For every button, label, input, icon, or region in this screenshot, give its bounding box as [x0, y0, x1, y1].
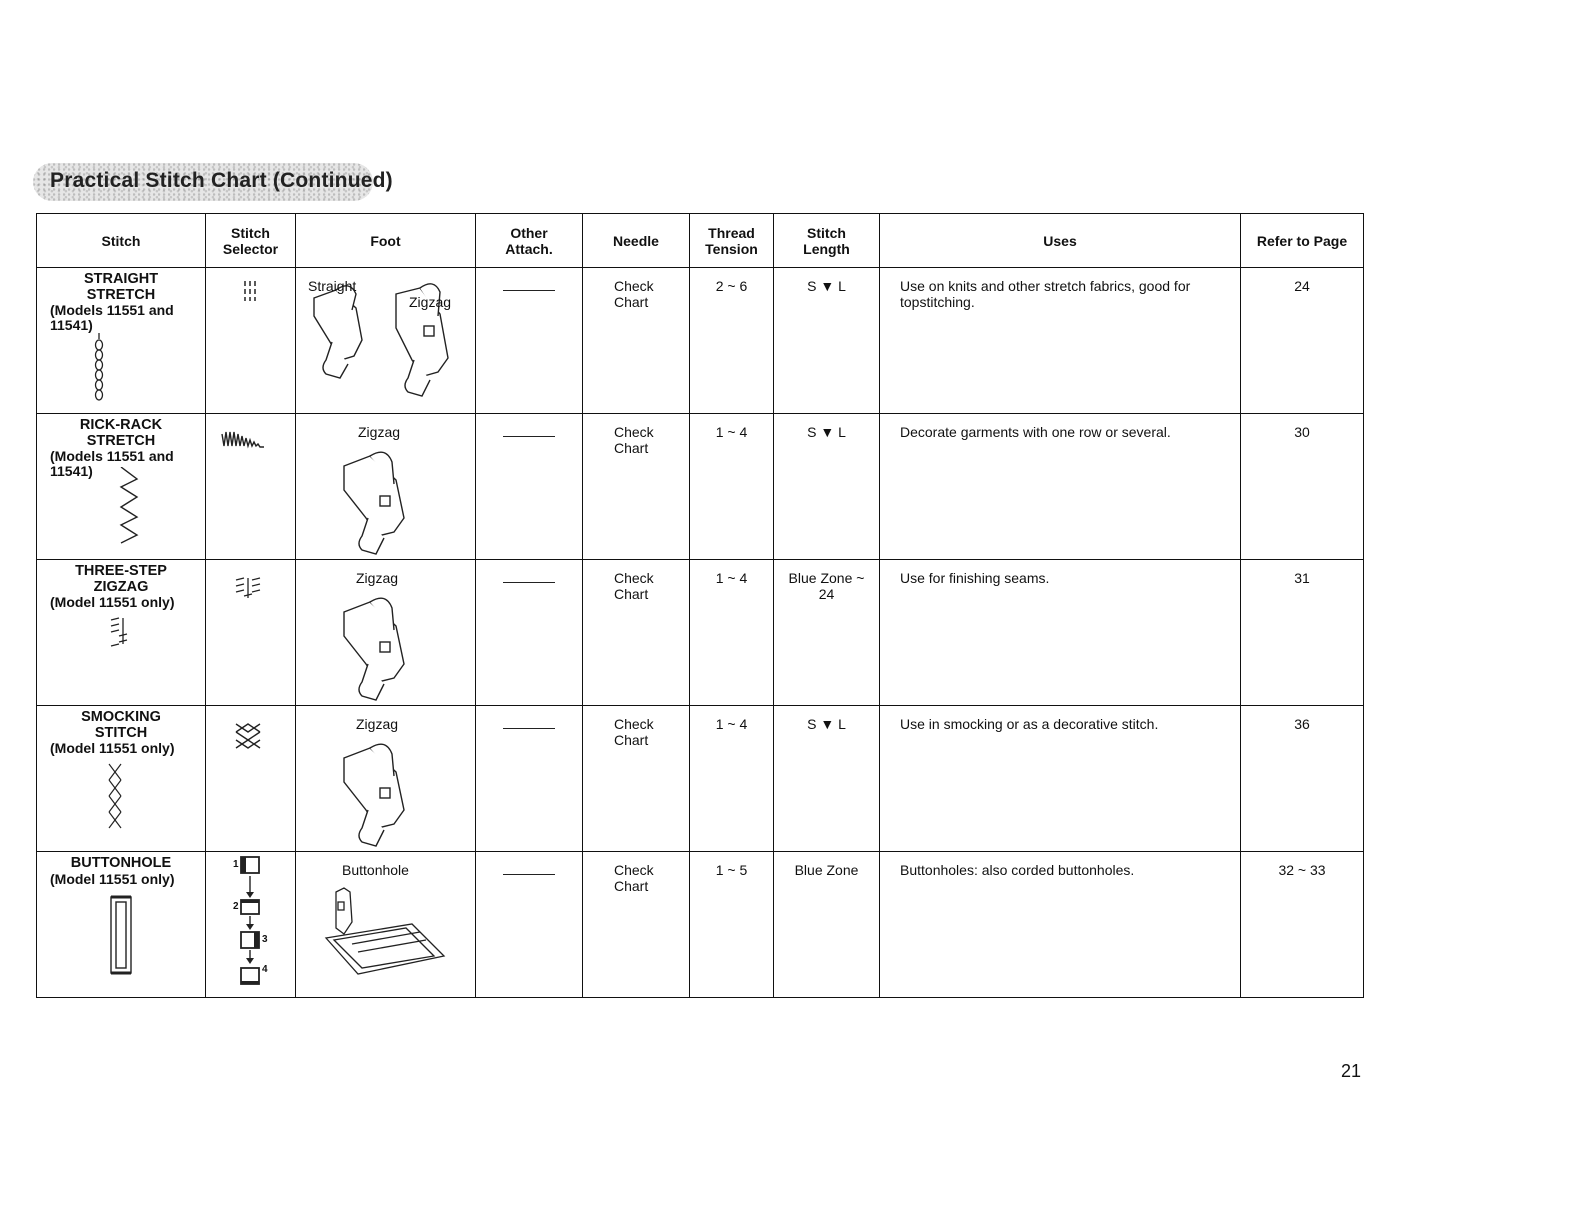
step-label-4: 4 — [262, 964, 268, 975]
needle-value: Check Chart — [614, 424, 654, 456]
uses-cell — [880, 852, 1241, 998]
header-foot: Foot — [296, 214, 476, 268]
needle-cell — [583, 560, 690, 706]
none-dash — [503, 874, 555, 875]
needle-value: Check Chart — [614, 278, 654, 310]
tension-cell — [690, 560, 774, 706]
straight-stretch-stitch-icon — [79, 333, 119, 403]
refer-page-value: 24 — [1294, 278, 1310, 294]
stitch-length-value: S ▼ L — [807, 278, 846, 294]
selector-cell — [206, 560, 296, 706]
length-cell — [774, 706, 880, 852]
page-cell — [1241, 560, 1364, 706]
foot-label-zigzag: Zigzag — [356, 570, 399, 586]
triple-stitch-selector-icon — [206, 268, 296, 308]
foot-label-zigzag: Zigzag — [358, 424, 401, 440]
stitch-models: (Models 11551 and 11541) — [50, 302, 174, 333]
stitch-name: THREE-STEP ZIGZAG — [75, 563, 167, 595]
foot-label-zigzag: Zigzag — [409, 294, 452, 310]
table-row — [37, 560, 1364, 706]
tension-value: 1 ~ 4 — [715, 424, 748, 440]
needle-value: Check Chart — [614, 862, 654, 894]
stitch-models: (Models 11551 and 11541) — [50, 448, 174, 479]
needle-cell — [583, 414, 690, 560]
stitch-length-value: Blue Zone — [794, 862, 859, 878]
stitch-length-value: S ▼ L — [807, 424, 846, 440]
table-row — [37, 852, 1364, 998]
header-stitch: Stitch — [37, 214, 206, 268]
tension-cell — [690, 852, 774, 998]
buttonhole-stitch-icon — [101, 893, 161, 983]
length-cell — [774, 852, 880, 998]
page-cell — [1241, 852, 1364, 998]
stitch-name: RICK-RACK STRETCH — [79, 417, 163, 449]
refer-page-value: 32 ~ 33 — [1278, 862, 1326, 878]
tension-cell — [690, 706, 774, 852]
stitch-cell — [37, 560, 206, 706]
foot-label-buttonhole: Buttonhole — [342, 862, 409, 878]
stitch-cell — [37, 852, 206, 998]
selector-cell — [206, 268, 296, 414]
uses-text: Buttonholes: also corded buttonholes. — [900, 862, 1135, 878]
smocking-stitch-icon — [93, 760, 153, 840]
none-dash — [503, 728, 555, 729]
header-stitch-length-label: Stitch Length — [803, 224, 850, 257]
tension-cell — [690, 414, 774, 560]
tension-value: 2 ~ 6 — [715, 278, 748, 294]
header-row — [37, 214, 1364, 268]
header-thread-tension-label: Thread Tension — [705, 224, 758, 257]
other-attach-cell — [476, 268, 583, 414]
three-step-zigzag-stitch-icon — [97, 614, 157, 654]
selector-cell — [206, 706, 296, 852]
stitch-name: SMOCKING STITCH — [81, 709, 161, 741]
uses-text: Use for finishing seams. — [900, 570, 1050, 586]
stitch-length-value: S ▼ L — [807, 716, 846, 732]
header-other-attach-label: Other Attach. — [505, 224, 553, 257]
foot-cell — [296, 268, 476, 414]
other-attach-cell — [476, 414, 583, 560]
needle-cell — [583, 268, 690, 414]
header-stitch-length — [774, 214, 880, 268]
header-stitch-selector — [206, 214, 296, 268]
uses-text: Use on knits and other stretch fabrics, good for topstitching. — [900, 278, 1191, 310]
uses-cell — [880, 706, 1241, 852]
page-cell — [1241, 414, 1364, 560]
none-dash — [503, 290, 555, 291]
uses-text: Use in smocking or as a decorative stitch. — [900, 716, 1159, 732]
tension-cell — [690, 268, 774, 414]
uses-cell — [880, 268, 1241, 414]
stitch-name: BUTTONHOLE — [70, 855, 172, 871]
uses-text: Decorate garments with one row or several. — [900, 424, 1171, 440]
refer-page-value: 30 — [1294, 424, 1310, 440]
uses-cell — [880, 560, 1241, 706]
needle-value: Check Chart — [614, 570, 654, 602]
page-number: 21 — [1341, 1061, 1362, 1081]
step-label-1: 1 — [233, 859, 239, 870]
tension-value: 1 ~ 4 — [715, 570, 748, 586]
foot-label-straight: Straight — [308, 278, 357, 294]
refer-page-value: 31 — [1294, 570, 1310, 586]
header-refer-to-page: Refer to Page — [1241, 214, 1364, 268]
none-dash — [503, 582, 555, 583]
rick-rack-selector-icon — [206, 414, 296, 464]
other-attach-cell — [476, 706, 583, 852]
header-other-attach — [476, 214, 583, 268]
foot-label-zigzag: Zigzag — [356, 716, 399, 732]
smocking-selector-icon — [206, 706, 296, 756]
table-row — [37, 706, 1364, 852]
other-attach-cell — [476, 560, 583, 706]
stitch-length-value: Blue Zone ~ 24 — [788, 570, 865, 602]
page-cell — [1241, 706, 1364, 852]
length-cell — [774, 560, 880, 706]
foot-cell — [296, 560, 476, 706]
needle-cell — [583, 706, 690, 852]
stitch-cell — [37, 706, 206, 852]
header-thread-tension — [690, 214, 774, 268]
needle-cell — [583, 852, 690, 998]
stitch-chart-table — [36, 213, 1364, 998]
length-cell — [774, 414, 880, 560]
header-needle: Needle — [583, 214, 690, 268]
three-step-zigzag-selector-icon — [206, 560, 296, 610]
refer-page-value: 36 — [1294, 716, 1310, 732]
none-dash — [503, 436, 555, 437]
rick-rack-stitch-icon — [107, 467, 167, 547]
table-row — [37, 414, 1364, 560]
tension-value: 1 ~ 5 — [715, 862, 748, 878]
stitch-models: (Model 11551 only) — [50, 594, 175, 610]
foot-cell — [296, 852, 476, 998]
stitch-cell — [37, 414, 206, 560]
page-cell — [1241, 268, 1364, 414]
selector-cell — [206, 414, 296, 560]
table-row — [37, 268, 1364, 414]
tension-value: 1 ~ 4 — [715, 716, 748, 732]
foot-cell — [296, 414, 476, 560]
needle-value: Check Chart — [614, 716, 654, 748]
length-cell — [774, 268, 880, 414]
step-label-2: 2 — [233, 901, 239, 912]
page-title: Practical Stitch Chart (Continued) — [50, 169, 393, 192]
buttonhole-steps-selector-icon — [206, 852, 296, 992]
step-label-3: 3 — [262, 934, 268, 945]
selector-cell — [206, 852, 296, 998]
stitch-models: (Model 11551 only) — [50, 740, 175, 756]
uses-cell — [880, 414, 1241, 560]
header-stitch-selector-label: Stitch Selector — [222, 224, 279, 257]
stitch-cell — [37, 268, 206, 414]
stitch-models: (Model 11551 only) — [50, 870, 175, 887]
foot-cell — [296, 706, 476, 852]
other-attach-cell — [476, 852, 583, 998]
stitch-name: STRAIGHT STRETCH — [83, 271, 159, 303]
header-uses: Uses — [880, 214, 1241, 268]
